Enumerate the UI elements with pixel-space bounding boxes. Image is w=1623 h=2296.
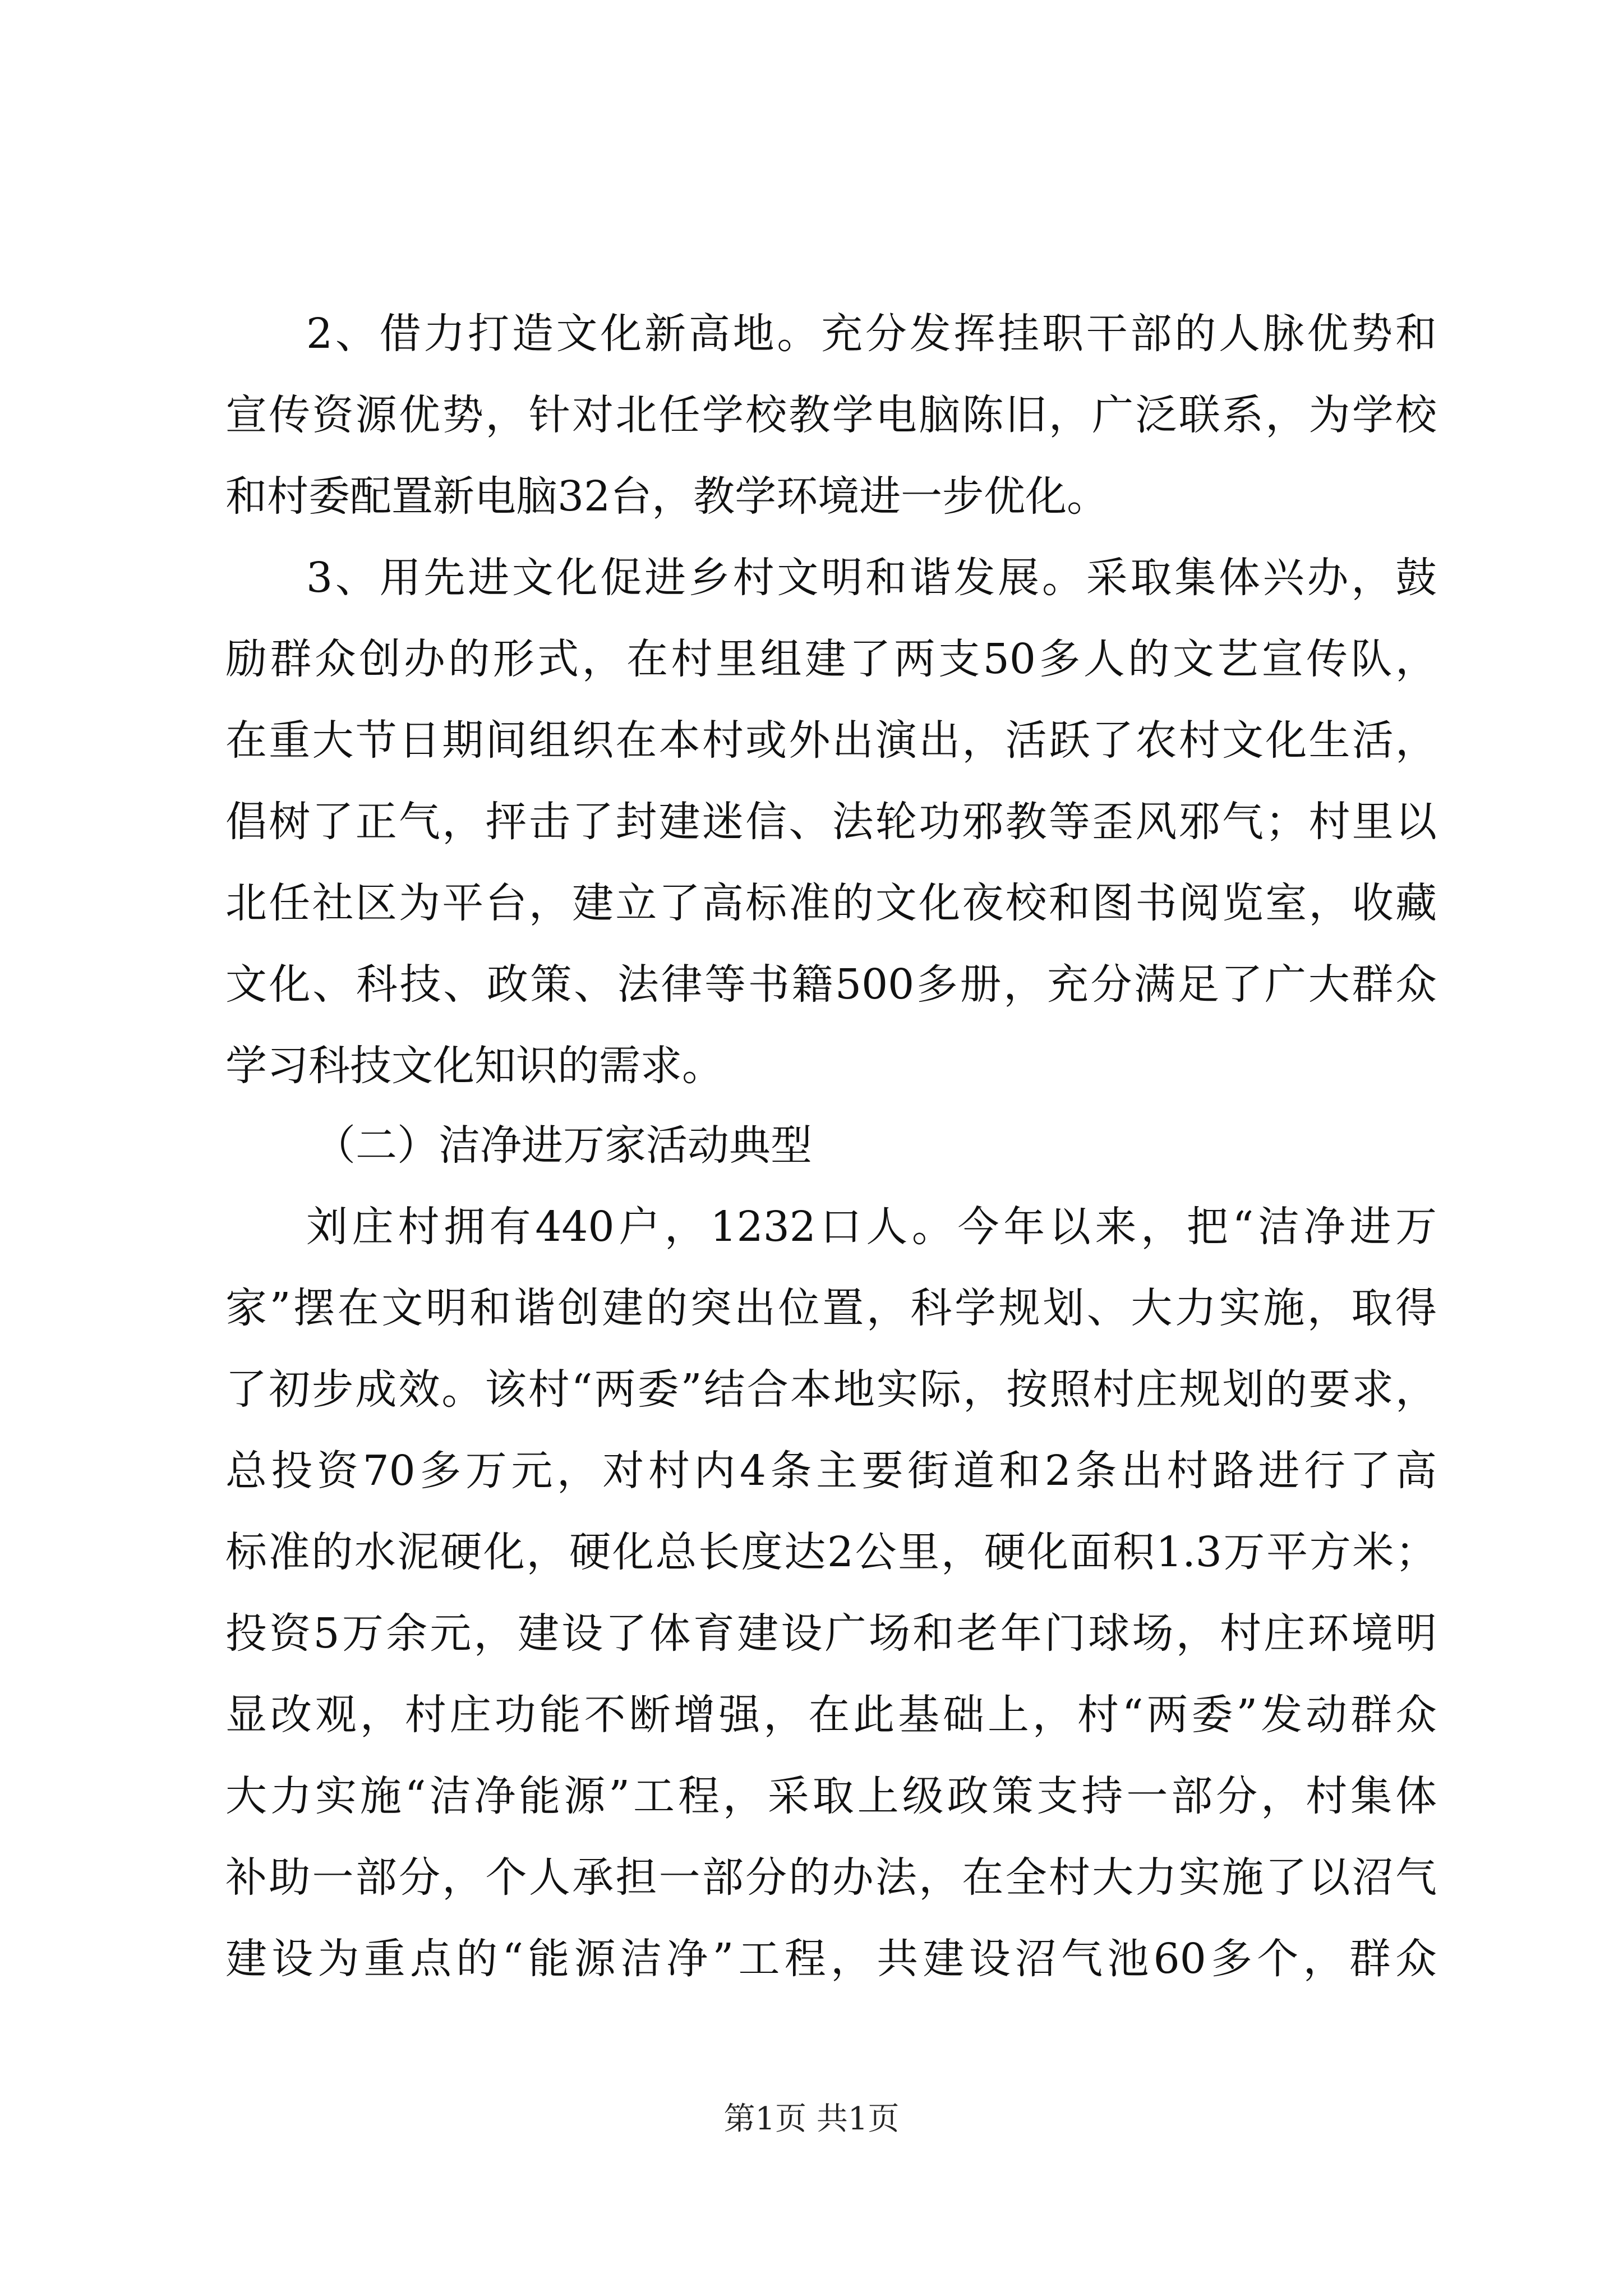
paragraph-line: 北任社区为平台，建立了高标准的文化夜校和图书阅览室，收藏 xyxy=(225,879,1437,927)
paragraph-line: 文化、科技、政策、法律等书籍500多册，充分满足了广大群众 xyxy=(225,960,1437,1009)
paragraph-line: 在重大节日期间组织在本村或外出演出，活跃了农村文化生活， xyxy=(225,716,1437,765)
paragraph-line: 励群众创办的形式，在村里组建了两支50多人的文艺宣传队， xyxy=(225,635,1437,683)
paragraph-line: 建设为重点的“能源洁净”工程，共建设沼气池60多个，群众 xyxy=(225,1935,1437,1983)
paragraph-line: 2、借力打造文化新高地。充分发挥挂职干部的人脉优势和 xyxy=(306,310,1437,358)
paragraph-line: 刘庄村拥有440户，1232口人。今年以来，把“洁净进万 xyxy=(306,1203,1437,1251)
paragraph-line: 了初步成效。该村“两委”结合本地实际，按照村庄规划的要求， xyxy=(225,1365,1437,1414)
paragraph-line: 宣传资源优势，针对北任学校教学电脑陈旧，广泛联系，为学校 xyxy=(225,391,1437,439)
paragraph-line: 倡树了正气，抨击了封建迷信、法轮功邪教等歪风邪气；村里以 xyxy=(225,798,1437,846)
paragraph-line: 大力实施“洁净能源”工程，采取上级政策支持一部分，村集体 xyxy=(225,1772,1437,1820)
paragraph-line: 补助一部分，个人承担一部分的办法，在全村大力实施了以沼气 xyxy=(225,1853,1437,1902)
paragraph-line: 标准的水泥硬化，硬化总长度达2公里，硬化面积1.3万平方米； xyxy=(225,1528,1437,1576)
section-heading: （二）洁净进万家活动典型 xyxy=(314,1121,812,1170)
paragraph-line: 投资5万余元，建设了体育建设广场和老年门球场，村庄环境明 xyxy=(225,1609,1437,1658)
paragraph-line: 总投资70多万元，对村内4条主要街道和2条出村路进行了高 xyxy=(225,1447,1437,1495)
paragraph-line: 3、用先进文化促进乡村文明和谐发展。采取集体兴办，鼓 xyxy=(306,554,1437,602)
page-footer: 第1页 共1页 xyxy=(723,2101,900,2137)
paragraph-line: 显改观，村庄功能不断增强，在此基础上，村“两委”发动群众 xyxy=(225,1691,1437,1739)
paragraph-line: 和村委配置新电脑32台，教学环境进一步优化。 xyxy=(225,472,1109,521)
paragraph-line: 家”摆在文明和谐创建的突出位置，科学规划、大力实施，取得 xyxy=(225,1284,1437,1332)
paragraph-line: 学习科技文化知识的需求。 xyxy=(225,1042,723,1090)
